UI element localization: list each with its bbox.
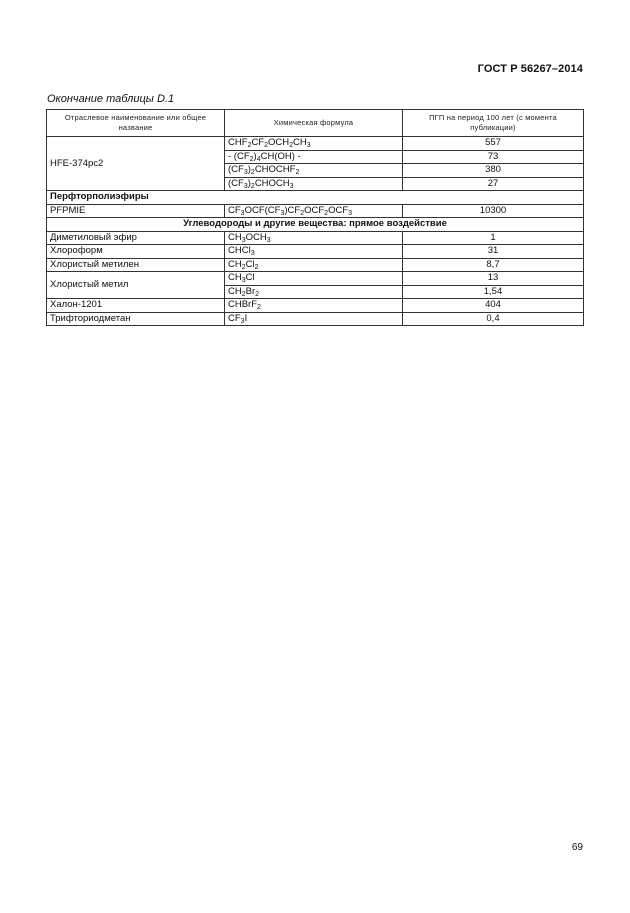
substance-name-cell: Трифториодметан (47, 312, 225, 326)
gwp-value-cell: 13 (403, 272, 584, 286)
substance-name-cell: HFE-374pc2 (47, 137, 225, 191)
gwp-value-cell: 10300 (403, 204, 584, 218)
formula-subscript: 3 (280, 209, 285, 217)
formula-cell: $CF_3I$ (225, 312, 403, 326)
table-group-row (47, 191, 584, 205)
gwp-value-cell: 0,4 (403, 312, 584, 326)
formula-subscript: 2 (247, 142, 252, 150)
formula-subscript: 3 (348, 209, 353, 217)
formula-cell: $CH_3OCH_3$ (225, 231, 403, 245)
formula-subscript: 3 (243, 169, 248, 177)
formula-subscript: 2 (254, 263, 259, 271)
formula-subscript: 3 (240, 317, 245, 325)
gwp-value-cell: 27 (403, 177, 584, 191)
formula-subscript: 3 (241, 277, 246, 285)
document-standard-header: ГОСТ Р 56267–2014 (477, 63, 583, 75)
substance-name-cell: Диметиловый эфир (47, 231, 225, 245)
group-heading-pfpe: Перфторполиэфиры (47, 191, 584, 205)
table-row (47, 299, 584, 313)
formula-subscript: 2 (241, 263, 246, 271)
formula-cell: - $(CF_2)_4CH(OH)$ - (225, 150, 403, 164)
formula-subscript: 2 (255, 290, 260, 298)
formula-cell: CHCl$_3$ (225, 245, 403, 259)
formula-cell: $(CF_3)_2CHOCH_3$ (225, 177, 403, 191)
table-caption: Окончание таблицы D.1 (47, 93, 175, 105)
formula-subscript: 2 (250, 169, 255, 177)
formula-cell: $CF_3OCF(CF_3)CF_2OCF_2OCF_3$ (225, 204, 403, 218)
gwp-value-cell: 380 (403, 164, 584, 178)
substance-name-cell: Хлористый метил (47, 272, 225, 299)
formula-cell: $CH_2Cl_2$ (225, 258, 403, 272)
formula-cell: $CHF_2CF_2OCH_2CH_3$ (225, 137, 403, 151)
table-row (47, 312, 584, 326)
page-number: 69 (571, 842, 583, 853)
formula-cell: $(CF_3)_2CHOCHF_2$ (225, 164, 403, 178)
table-row (47, 272, 584, 286)
formula-subscript: 2 (300, 209, 305, 217)
table-row (47, 258, 584, 272)
formula-subscript: 3 (241, 236, 246, 244)
formula-subscript: 3 (306, 142, 311, 150)
formula-subscript: 2 (324, 209, 329, 217)
formula-subscript: 3 (250, 250, 255, 258)
formula-subscript: 3 (243, 182, 248, 190)
table-row (47, 245, 584, 259)
gwp-value-cell: 73 (403, 150, 584, 164)
table-row (47, 231, 584, 245)
formula-subscript: 2 (249, 155, 254, 163)
formula-cell: $CH_2Br_2$ (225, 285, 403, 299)
section-heading-hydrocarbons: Углеводороды и другие вещества: прямое воздействие (47, 218, 584, 232)
formula-cell: $CH_3Cl$ (225, 272, 403, 286)
gwp-value-cell: 404 (403, 299, 584, 313)
formula-subscript: 2 (264, 142, 269, 150)
gwp-table (46, 109, 584, 326)
formula-subscript: 2 (295, 169, 300, 177)
formula-subscript: 2 (250, 182, 255, 190)
formula-subscript: 4 (256, 155, 261, 163)
column-header-formula: Химическая формула (225, 110, 403, 137)
gwp-value-cell: 31 (403, 245, 584, 259)
table-section-row (47, 218, 584, 232)
table-row (47, 204, 584, 218)
substance-name-cell: PFPMIE (47, 204, 225, 218)
substance-name-cell: Хлористый метилен (47, 258, 225, 272)
column-header-name: Отраслевое наименование или общее название (47, 110, 225, 137)
formula-subscript: 2 (289, 142, 294, 150)
gwp-value-cell: 557 (403, 137, 584, 151)
formula-subscript: 3 (266, 236, 271, 244)
formula-subscript: 2 (241, 290, 246, 298)
formula-subscript: 3 (289, 182, 294, 190)
substance-name-cell: Хлороформ (47, 245, 225, 259)
table-header-row (47, 110, 584, 137)
gwp-value-cell: 1,54 (403, 285, 584, 299)
gwp-value-cell: 1 (403, 231, 584, 245)
column-header-gwp: ПГП на период 100 лет (с момента публикации) (403, 110, 584, 137)
gwp-value-cell: 8,7 (403, 258, 584, 272)
substance-name-cell: Халон-1201 (47, 299, 225, 313)
formula-cell: CHBrF$_2$ (225, 299, 403, 313)
formula-subscript: 3 (240, 209, 245, 217)
table-row (47, 137, 584, 151)
formula-subscript: 2 (257, 304, 261, 312)
